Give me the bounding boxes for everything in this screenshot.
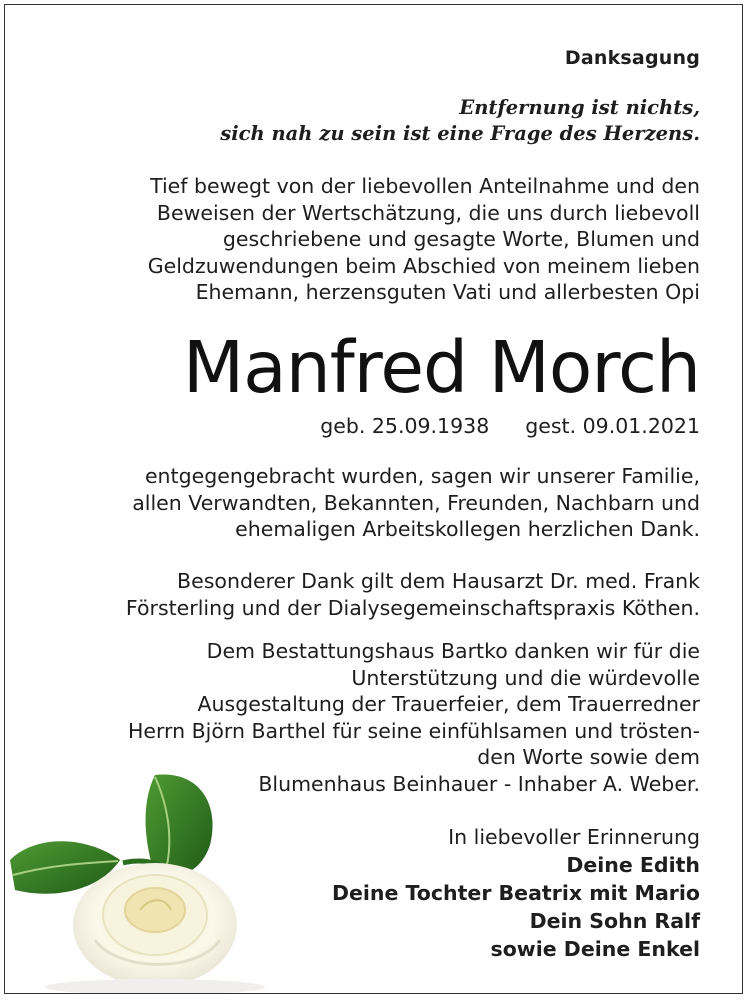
special-line: Försterling und der Dialysegemeinschaftspraxis Köthen. <box>125 595 700 620</box>
white-rose-image <box>5 765 265 994</box>
intro-line: Ehemann, herzensguten Vati und allerbesten Opi <box>195 280 700 304</box>
special-thanks-paragraph <box>126 568 700 621</box>
motto-line: Entfernung ist nichts, <box>459 96 700 119</box>
intro-line: Geldzuwendungen beim Abschied von meinem lieben <box>147 253 700 278</box>
signature-line: Deine Tochter Beatrix mit Mario <box>331 881 700 905</box>
signature-line: sowie Deine Enkel <box>490 937 700 961</box>
signature-line: Dein Sohn Ralf <box>529 909 700 933</box>
signature-line: Deine Edith <box>566 853 700 877</box>
intro-line: geschriebene und gesagte Worte, Blumen und <box>222 227 700 251</box>
funeral-line: den Worte sowie dem <box>477 745 700 769</box>
funeral-line: Dem Bestattungshaus Bartko danken wir für die <box>206 639 700 663</box>
deceased-name: Manfred Morch <box>182 326 700 409</box>
funeral-line: Herrn Björn Barthel für seine einfühlsamen und trösten- <box>127 718 700 743</box>
heading-danksagung: Danksagung <box>564 47 700 69</box>
thanks-paragraph <box>132 463 700 543</box>
thanks-line: ehemaligen Arbeitskollegen herzlichen Dank. <box>235 517 700 541</box>
funeral-line: Blumenhaus Beinhauer - Inhaber A. Weber. <box>258 771 700 796</box>
intro-line: Beweisen der Wertschätzung, die uns durch liebevoll <box>156 200 700 225</box>
special-line: Besonderer Dank gilt dem Hausarzt Dr. med. Frank <box>177 569 700 593</box>
closing-signatures <box>332 823 700 963</box>
motto-quote <box>220 95 700 147</box>
funeral-home-paragraph <box>128 638 700 797</box>
closing-intro: In liebevoller Erinnerung <box>448 825 700 849</box>
motto-line: sich nah zu sein ist eine Frage des Herzens. <box>220 122 700 145</box>
intro-paragraph <box>148 173 700 306</box>
funeral-line: Ausgestaltung der Trauerfeier, dem Trauerredner <box>197 692 700 716</box>
funeral-line: Unterstützung und die würdevolle <box>351 665 700 690</box>
thanks-line: entgegengebracht wurden, sagen wir unserer Familie, <box>144 464 700 488</box>
thanks-line: allen Verwandten, Bekannten, Freunden, Nachbarn und <box>132 490 700 515</box>
death-date: gest. 09.01.2021 <box>525 414 700 438</box>
life-dates <box>320 413 700 439</box>
obituary-card <box>4 4 743 994</box>
intro-line: Tief bewegt von der liebevollen Anteilnahme und den <box>150 174 700 198</box>
birth-date: geb. 25.09.1938 <box>320 414 490 438</box>
